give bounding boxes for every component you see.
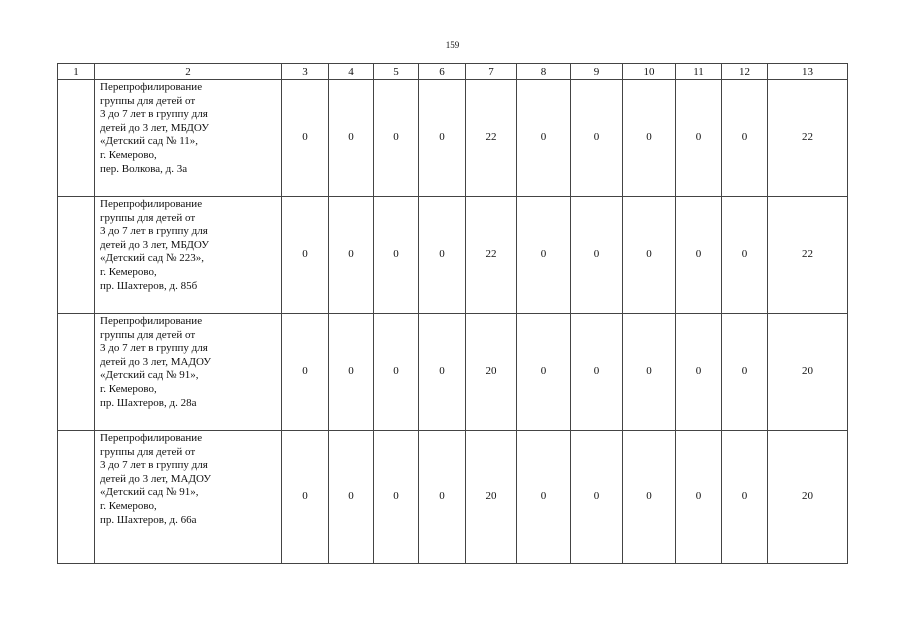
column-header-6: 6 <box>419 64 466 80</box>
value-cell: 0 <box>722 431 768 564</box>
value-cell: 0 <box>329 314 374 431</box>
description-line: детей до 3 лет, МАДОУ <box>100 472 212 485</box>
value-cell: 0 <box>374 80 419 197</box>
value-cell: 0 <box>419 80 466 197</box>
value-cell: 0 <box>419 431 466 564</box>
data-table <box>57 63 848 564</box>
header-row <box>58 64 848 80</box>
value-cell: 0 <box>419 197 466 314</box>
description-line: детей до 3 лет, МАДОУ <box>100 355 212 368</box>
value-cell: 0 <box>571 314 623 431</box>
page-number: 159 <box>445 40 460 50</box>
value-cell: 0 <box>282 314 329 431</box>
table-row <box>58 197 848 314</box>
description-cell <box>95 197 282 314</box>
description-line: Перепрофилирование <box>100 81 203 93</box>
table-row <box>58 431 848 564</box>
column-header-3: 3 <box>282 64 329 80</box>
value-cell: 0 <box>374 197 419 314</box>
value-cell: 0 <box>329 80 374 197</box>
total-cell: 22 <box>768 80 848 197</box>
description-line: 3 до 7 лет в группу для <box>100 342 208 355</box>
description-line: 3 до 7 лет в группу для <box>100 459 208 472</box>
value-cell: 0 <box>676 197 722 314</box>
description-line: детей до 3 лет, МБДОУ <box>100 238 210 251</box>
value-cell: 0 <box>623 197 676 314</box>
description-line: пр. Шахтеров, д. 85б <box>100 279 198 292</box>
column-header-7: 7 <box>466 64 517 80</box>
description-line: г. Кемерово, <box>100 265 157 278</box>
description-line: г. Кемерово, <box>100 148 157 161</box>
value-cell: 0 <box>676 431 722 564</box>
description-line: группы для детей от <box>100 94 196 107</box>
value-cell: 0 <box>571 431 623 564</box>
row-index-cell <box>58 314 95 431</box>
column-header-11: 11 <box>676 64 722 80</box>
description-line: группы для детей от <box>100 211 196 224</box>
value-cell: 0 <box>517 80 571 197</box>
column-header-1: 1 <box>58 64 95 80</box>
description-line: пр. Шахтеров, д. 28а <box>100 396 197 409</box>
description-cell <box>95 314 282 431</box>
description-line: «Детский сад № 223», <box>100 252 204 265</box>
description-line: Перепрофилирование <box>100 198 203 210</box>
value-cell: 0 <box>282 431 329 564</box>
total-cell: 20 <box>768 431 848 564</box>
value-cell: 0 <box>517 197 571 314</box>
column-header-9: 9 <box>571 64 623 80</box>
description-line: детей до 3 лет, МБДОУ <box>100 121 210 134</box>
value-cell: 0 <box>517 314 571 431</box>
total-cell: 22 <box>768 197 848 314</box>
description-line: Перепрофилирование <box>100 432 203 444</box>
value-cell: 0 <box>282 80 329 197</box>
value-cell: 0 <box>329 197 374 314</box>
table-row <box>58 80 848 197</box>
row-index-cell <box>58 431 95 564</box>
description-line: «Детский сад № 91», <box>100 369 199 382</box>
description-line: группы для детей от <box>100 328 196 341</box>
table-row <box>58 314 848 431</box>
value-cell: 20 <box>466 314 517 431</box>
value-cell: 0 <box>374 431 419 564</box>
value-cell: 22 <box>466 197 517 314</box>
value-cell: 0 <box>517 431 571 564</box>
description-line: Перепрофилирование <box>100 315 203 327</box>
value-cell: 0 <box>623 431 676 564</box>
description-cell <box>95 431 282 564</box>
value-cell: 0 <box>722 314 768 431</box>
description-line: группы для детей от <box>100 445 196 458</box>
column-header-8: 8 <box>517 64 571 80</box>
value-cell: 0 <box>676 80 722 197</box>
description-line: 3 до 7 лет в группу для <box>100 108 208 121</box>
column-header-2: 2 <box>95 64 282 80</box>
value-cell: 22 <box>466 80 517 197</box>
column-header-13: 13 <box>768 64 848 80</box>
value-cell: 0 <box>623 80 676 197</box>
value-cell: 0 <box>623 314 676 431</box>
description-line: пр. Шахтеров, д. 66а <box>100 513 197 526</box>
value-cell: 0 <box>571 80 623 197</box>
description-line: г. Кемерово, <box>100 382 157 395</box>
value-cell: 0 <box>722 80 768 197</box>
description-line: пер. Волкова, д. 3а <box>100 162 188 175</box>
value-cell: 0 <box>419 314 466 431</box>
total-cell: 20 <box>768 314 848 431</box>
value-cell: 0 <box>329 431 374 564</box>
column-header-4: 4 <box>329 64 374 80</box>
description-line: «Детский сад № 91», <box>100 486 199 499</box>
value-cell: 0 <box>722 197 768 314</box>
description-line: г. Кемерово, <box>100 499 157 512</box>
value-cell: 0 <box>374 314 419 431</box>
description-line: «Детский сад № 11», <box>100 135 199 148</box>
value-cell: 0 <box>571 197 623 314</box>
value-cell: 0 <box>282 197 329 314</box>
column-header-10: 10 <box>623 64 676 80</box>
row-index-cell <box>58 197 95 314</box>
description-line: 3 до 7 лет в группу для <box>100 225 208 238</box>
column-header-5: 5 <box>374 64 419 80</box>
value-cell: 20 <box>466 431 517 564</box>
description-cell <box>95 80 282 197</box>
column-header-12: 12 <box>722 64 768 80</box>
row-index-cell <box>58 80 95 197</box>
value-cell: 0 <box>676 314 722 431</box>
